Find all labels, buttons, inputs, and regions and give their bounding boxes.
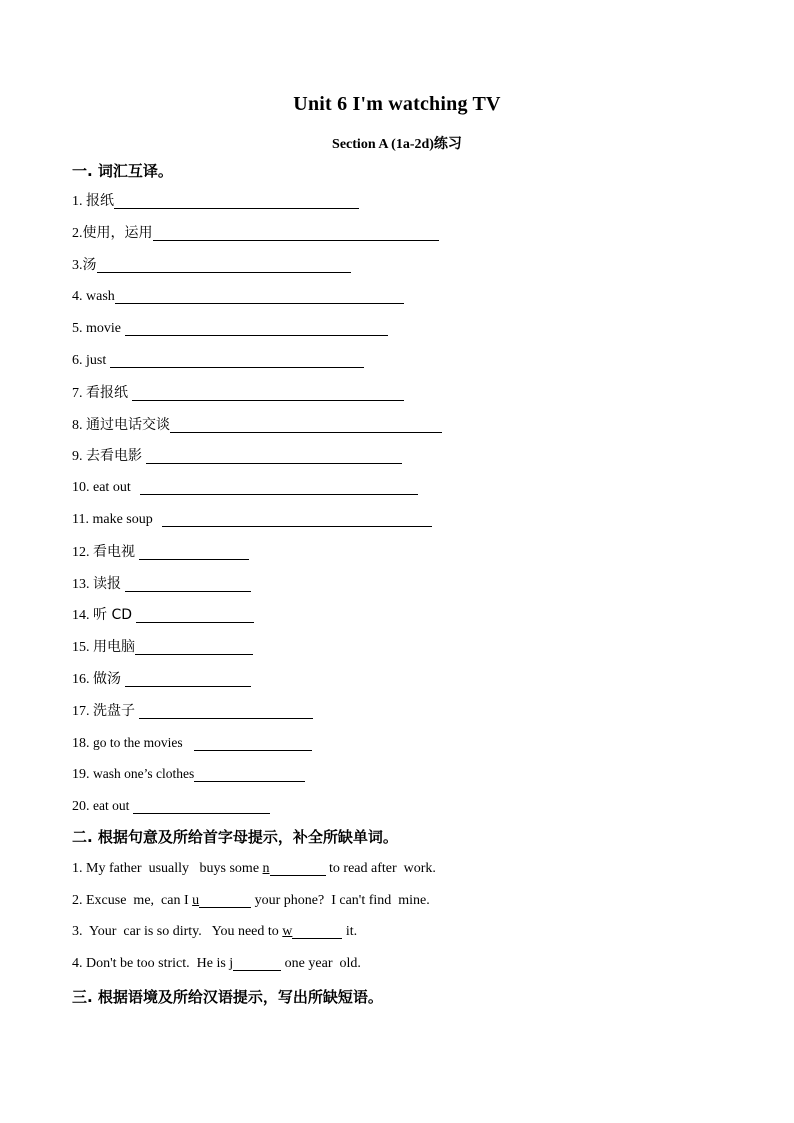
answer-blank[interactable] bbox=[114, 194, 359, 209]
item-number: 20. bbox=[72, 799, 90, 814]
vocab-item bbox=[72, 478, 418, 498]
vocab-item bbox=[72, 351, 364, 371]
item-number: 13. bbox=[72, 577, 90, 592]
vocab-item bbox=[72, 510, 432, 530]
vocab-item bbox=[72, 796, 270, 816]
item-text: go to the movies bbox=[93, 735, 183, 750]
first-letter: n bbox=[262, 861, 270, 876]
item-number: 8. bbox=[72, 418, 83, 433]
answer-blank[interactable] bbox=[292, 924, 342, 939]
item-text: 汤 bbox=[82, 257, 97, 273]
item-text: 看电视 bbox=[93, 544, 135, 560]
item-text: 去看电影 bbox=[86, 448, 142, 464]
item-number: 12. bbox=[72, 545, 90, 560]
first-letter: w bbox=[282, 924, 293, 939]
item-number: 16. bbox=[72, 672, 90, 687]
vocab-item bbox=[72, 733, 312, 753]
section-heading-fill-words: 二. 根据句意及所给首字母提示，补全所缺单词。 bbox=[72, 828, 398, 846]
answer-blank[interactable] bbox=[170, 418, 442, 433]
vocab-item bbox=[72, 415, 442, 435]
section-heading-vocab: 一. 词汇互译。 bbox=[72, 162, 173, 180]
section-heading-fill-phrases: 三. 根据语境及所给汉语提示，写出所缺短语。 bbox=[72, 988, 383, 1006]
answer-blank[interactable] bbox=[132, 386, 404, 401]
answer-blank[interactable] bbox=[125, 672, 251, 687]
item-text: just bbox=[86, 353, 107, 368]
first-letter: u bbox=[192, 893, 200, 908]
item-number: 3. bbox=[72, 258, 83, 273]
item-text: 用电脑 bbox=[93, 639, 135, 655]
sentence-start: 2. Excuse me, can I bbox=[72, 893, 193, 908]
answer-blank[interactable] bbox=[139, 545, 249, 560]
item-text: make soup bbox=[92, 512, 153, 527]
worksheet-subtitle: Section A (1a-2d)练习 bbox=[332, 137, 462, 152]
worksheet-title: Unit 6 I'm watching TV bbox=[293, 93, 501, 115]
answer-blank[interactable] bbox=[125, 321, 388, 336]
sentence-item bbox=[72, 954, 361, 974]
item-text: 读报 bbox=[93, 576, 121, 592]
vocab-item bbox=[72, 255, 351, 275]
vocab-item bbox=[72, 319, 388, 339]
vocab-item bbox=[72, 287, 404, 307]
item-text: eat out bbox=[93, 480, 131, 495]
item-number: 15. bbox=[72, 640, 90, 655]
item-number: 18. bbox=[72, 736, 90, 751]
vocab-item bbox=[72, 574, 251, 594]
sentence-item bbox=[72, 891, 430, 911]
sentence-start: 1. My father usually buys some bbox=[72, 861, 263, 876]
item-number: 9. bbox=[72, 449, 83, 464]
item-text: 听 CD bbox=[93, 607, 133, 623]
vocab-item bbox=[72, 446, 402, 466]
item-text: 使用，运用 bbox=[82, 225, 153, 241]
answer-blank[interactable] bbox=[153, 226, 439, 241]
sentence-item bbox=[72, 859, 436, 879]
sentence-end: one year old. bbox=[281, 956, 361, 971]
answer-blank[interactable] bbox=[133, 799, 270, 814]
answer-blank[interactable] bbox=[125, 577, 251, 592]
answer-blank[interactable] bbox=[194, 767, 305, 782]
item-text: wash bbox=[86, 289, 115, 304]
item-number: 7. bbox=[72, 386, 83, 401]
answer-blank[interactable] bbox=[270, 861, 326, 876]
item-text: eat out bbox=[93, 798, 130, 813]
sentence-end: your phone? I can't find mine. bbox=[251, 893, 430, 908]
first-letter: j bbox=[229, 956, 234, 971]
sentence-end: it. bbox=[342, 924, 358, 939]
answer-blank[interactable] bbox=[140, 480, 418, 495]
sentence-end: to read after work. bbox=[325, 861, 436, 876]
vocab-item bbox=[72, 637, 253, 657]
item-number: 6. bbox=[72, 353, 83, 368]
answer-blank[interactable] bbox=[97, 258, 351, 273]
vocab-item bbox=[72, 383, 404, 403]
item-text: wash one’s clothes bbox=[93, 766, 195, 781]
answer-blank[interactable] bbox=[194, 736, 312, 751]
item-number: 10. bbox=[72, 480, 90, 495]
sentence-start: 4. Don't be too strict. He is bbox=[72, 956, 230, 971]
answer-blank[interactable] bbox=[233, 956, 281, 971]
item-text: 报纸 bbox=[86, 193, 114, 209]
item-number: 19. bbox=[72, 767, 90, 782]
answer-blank[interactable] bbox=[115, 289, 404, 304]
item-number: 5. bbox=[72, 321, 83, 336]
item-text: movie bbox=[86, 321, 121, 336]
vocab-item bbox=[72, 542, 249, 562]
vocab-item bbox=[72, 223, 439, 243]
vocab-item bbox=[72, 764, 305, 784]
item-number: 2. bbox=[72, 226, 83, 241]
item-text: 做汤 bbox=[93, 671, 121, 687]
item-number: 4. bbox=[72, 289, 83, 304]
answer-blank[interactable] bbox=[139, 704, 313, 719]
vocab-item bbox=[72, 605, 254, 625]
answer-blank[interactable] bbox=[199, 893, 251, 908]
answer-blank[interactable] bbox=[136, 608, 254, 623]
answer-blank[interactable] bbox=[162, 512, 432, 527]
item-text: 通过电话交谈 bbox=[86, 417, 170, 433]
answer-blank[interactable] bbox=[135, 640, 253, 655]
answer-blank[interactable] bbox=[110, 353, 364, 368]
item-number: 14. bbox=[72, 608, 90, 623]
item-text: 洗盘子 bbox=[93, 703, 135, 719]
item-text: 看报纸 bbox=[86, 385, 128, 401]
sentence-start: 3. Your car is so dirty. You need to bbox=[72, 924, 283, 939]
sentence-item bbox=[72, 922, 357, 942]
vocab-item bbox=[72, 191, 359, 211]
vocab-item bbox=[72, 701, 313, 721]
vocab-item bbox=[72, 669, 251, 689]
answer-blank[interactable] bbox=[146, 449, 402, 464]
item-number: 17. bbox=[72, 704, 90, 719]
item-number: 11. bbox=[72, 512, 89, 527]
item-number: 1. bbox=[72, 194, 83, 209]
